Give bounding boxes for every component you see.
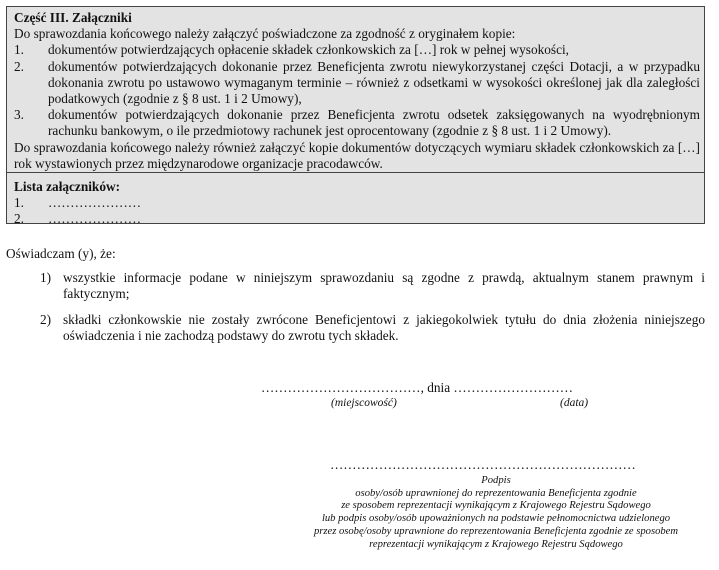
place-label: (miejscowość) bbox=[331, 397, 397, 409]
declaration-item bbox=[6, 270, 705, 302]
signature-caption-line: przez osobę/osoby uprawnione do reprezentowania Beneficjenta zgodnie ze sposobem bbox=[313, 525, 679, 537]
item-text: dokumentów potwierdzających dokonanie przez Beneficjenta zwrotu niewykorzystanej części Dotacji, a w przypadku dokonania zwrotu po ustawowo wymaganym terminie – również z odsetkami w wysokości określonej jak dla zaległości podatkowych (zgodnie z § 8 ust. 1 i 2 Umowy), bbox=[48, 58, 700, 107]
item-number: 2. bbox=[14, 211, 24, 227]
list-item bbox=[14, 42, 700, 58]
list-item bbox=[14, 107, 700, 139]
signature-caption-line: lub podpis osoby/osób upoważnionych na podstawie pełnomocnictwa udzielonego bbox=[321, 513, 671, 525]
item-number: 1. bbox=[14, 195, 24, 211]
signature-caption-line: ze sposobem reprezentacji wynikającym z Krajowego Rejestru Sądowego bbox=[341, 500, 651, 512]
item-text: dokumentów potwierdzających opłacenie składek członkowskich za […] rok w pełnej wysokości, bbox=[48, 42, 570, 58]
section-outro: Do sprawozdania końcowego należy również załączyć kopie dokumentów dotyczących wymiaru składek członkowskich za […] rok wystawionych przez międzynarodowe organizacje pracodawców. bbox=[14, 139, 700, 171]
date-label: (data) bbox=[560, 397, 589, 409]
item-text: dokumentów potwierdzających dokonanie przez Beneficjenta zwrotu odsetek zaksięgowanych na wyodrębnionym rachunku bankowym, o ile przedmiotowy rachunek jest oprocentowany (zgodnie z § 8 ust. 1 i 2 Umowy). bbox=[48, 107, 700, 139]
place-date-field[interactable]: ………………………………, dnia ……………………… bbox=[261, 380, 574, 395]
attachments-list bbox=[7, 173, 704, 227]
signature-field[interactable]: …………………………………………………………… bbox=[330, 457, 636, 472]
attachments-list-title: Lista załączników: bbox=[14, 179, 120, 194]
attachment-entry[interactable] bbox=[14, 211, 700, 227]
item-number: 2. bbox=[14, 58, 24, 74]
signature-caption-line: osoby/osób uprawnionej do reprezentowania Beneficjenta zgodnie bbox=[355, 487, 637, 499]
declaration bbox=[6, 246, 705, 353]
item-number: 2) bbox=[40, 311, 52, 327]
declaration-intro: Oświadczam (y), że: bbox=[6, 246, 116, 261]
section-intro: Do sprawozdania końcowego należy załączyć poświadczone za zgodność z oryginałem kopie: bbox=[14, 26, 516, 42]
item-text: składki członkowskie nie zostały zwrócone Beneficjentowi z jakiegokolwiek tytułu do dnia złożenia niniejszego oświadczenia i nie zachodzą podstawy do zwrotu tych składek. bbox=[63, 311, 705, 343]
signature-caption-line: Podpis bbox=[481, 475, 511, 486]
signature-caption bbox=[290, 475, 702, 551]
attachment-field[interactable]: ………………… bbox=[48, 211, 142, 227]
declaration-item bbox=[6, 312, 705, 344]
item-number: 1) bbox=[40, 270, 52, 286]
attachments-instructions bbox=[7, 7, 704, 173]
attachments-box bbox=[6, 6, 705, 227]
signature-caption-line: reprezentacji wynikającym z Krajowego Rejestru Sądowego bbox=[369, 538, 623, 550]
attachment-entry[interactable] bbox=[14, 195, 700, 211]
attachment-field[interactable]: ………………… bbox=[48, 195, 142, 211]
item-text: wszystkie informacje podane w niniejszym sprawozdaniu są zgodne z prawdą, aktualnym stanem prawnym i faktycznym; bbox=[63, 270, 705, 302]
section-title: Część III. Załączniki bbox=[14, 10, 132, 25]
list-item bbox=[14, 59, 700, 108]
item-number: 3. bbox=[14, 107, 24, 123]
item-number: 1. bbox=[14, 42, 24, 58]
